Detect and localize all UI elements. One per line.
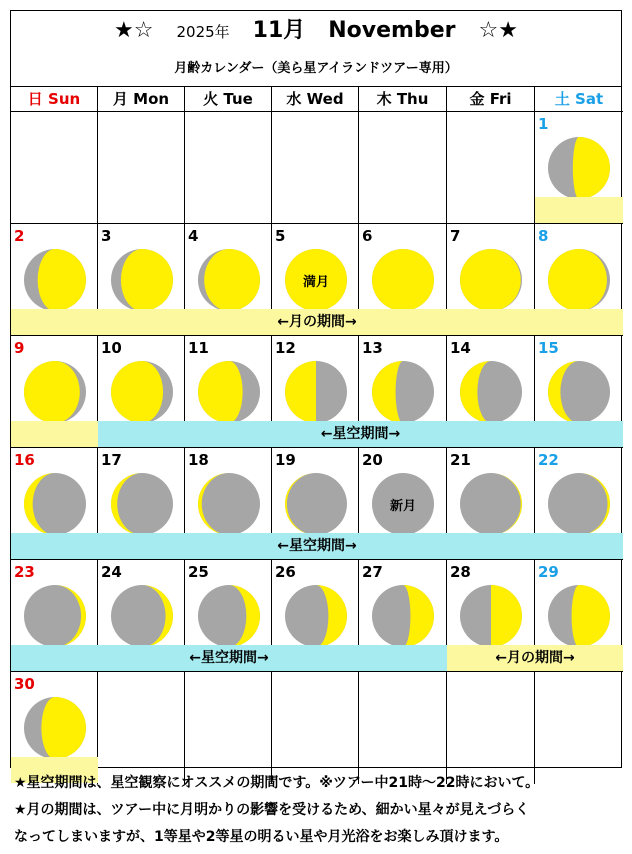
day-number: 25	[188, 563, 209, 581]
moon-phase-icon	[284, 584, 348, 652]
moon-phase-icon	[23, 248, 87, 316]
day-number: 20	[362, 451, 383, 469]
moon-phase-icon	[23, 472, 87, 540]
title-star-left: ★☆	[114, 18, 154, 43]
day-cell	[98, 112, 185, 224]
moon-phase-icon	[459, 584, 523, 652]
day-number: 11	[188, 339, 209, 357]
day-cell	[11, 112, 98, 224]
day-number: 3	[101, 227, 112, 245]
moon-phase-label: 満月	[302, 275, 329, 290]
weekday-2: 火 Tue	[185, 87, 272, 112]
moon-phase-icon	[371, 360, 435, 428]
day-cell	[272, 672, 359, 784]
day-cell	[185, 112, 272, 224]
moon-phase-label: 新月	[389, 499, 416, 514]
day-cell	[447, 672, 535, 784]
moon-period-band	[11, 421, 98, 447]
day-number: 15	[538, 339, 559, 357]
moon-phase-icon	[284, 360, 348, 428]
day-number: 21	[450, 451, 471, 469]
star-period-band: ←星空期間→	[98, 421, 623, 447]
weekday-0: 日 Sun	[11, 87, 98, 112]
day-number: 12	[275, 339, 296, 357]
day-cell	[535, 672, 623, 784]
moon-period-band: ←月の期間→	[11, 309, 623, 335]
day-cell	[359, 672, 447, 784]
day-number: 8	[538, 227, 549, 245]
moon-phase-icon	[23, 584, 87, 652]
weekday-3: 水 Wed	[272, 87, 359, 112]
weekday-1: 月 Mon	[98, 87, 185, 112]
moon-phase-icon	[110, 584, 174, 652]
moon-phase-icon	[110, 360, 174, 428]
moon-phase-icon	[547, 360, 611, 428]
note-line-1: ★星空期間は、星空観察にオススメの期間です。※ツアー中21時～22時において。	[14, 775, 540, 791]
day-cell	[359, 112, 447, 224]
moon-phase-icon	[23, 696, 87, 764]
moon-period-band	[535, 197, 623, 223]
day-number: 16	[14, 451, 35, 469]
day-cell	[447, 112, 535, 224]
day-number: 9	[14, 339, 25, 357]
moon-phase-icon	[110, 248, 174, 316]
moon-phase-icon	[284, 472, 348, 540]
day-number: 18	[188, 451, 209, 469]
day-number: 14	[450, 339, 471, 357]
notes	[14, 770, 624, 851]
star-period-band: ←星空期間→	[11, 533, 623, 559]
moon-phase-icon	[284, 248, 348, 316]
day-number: 24	[101, 563, 122, 581]
moon-phase-icon	[197, 472, 261, 540]
day-number: 1	[538, 115, 549, 133]
moon-phase-icon	[547, 584, 611, 652]
weekday-4: 木 Thu	[359, 87, 447, 112]
calendar-frame	[10, 10, 622, 768]
moon-phase-icon	[371, 584, 435, 652]
moon-phase-icon	[371, 248, 435, 316]
day-number: 7	[450, 227, 461, 245]
title-month-en: November	[328, 18, 456, 43]
day-number: 6	[362, 227, 373, 245]
day-number: 5	[275, 227, 286, 245]
day-number: 4	[188, 227, 199, 245]
day-number: 22	[538, 451, 559, 469]
day-number: 23	[14, 563, 35, 581]
page-title	[11, 11, 621, 51]
day-number: 19	[275, 451, 296, 469]
title-month: 11月	[252, 18, 306, 43]
day-number: 28	[450, 563, 471, 581]
moon-phase-icon	[371, 472, 435, 540]
moon-phase-icon	[197, 584, 261, 652]
moon-phase-icon	[197, 360, 261, 428]
title-star-right: ☆★	[478, 18, 518, 43]
star-period-band: ←星空期間→	[11, 645, 447, 671]
moon-phase-icon	[197, 248, 261, 316]
day-cell	[272, 112, 359, 224]
note-line-3: なってしまいますが、1等星や2等星の明るい星や月光浴をお楽しみ頂けます。	[14, 829, 509, 845]
day-number: 26	[275, 563, 296, 581]
note-line-2: ★月の期間は、ツアー中に月明かりの影響を受けるため、細かい星々が見えづらく	[14, 802, 530, 818]
moon-phase-icon	[110, 472, 174, 540]
weekday-5: 金 Fri	[447, 87, 535, 112]
weekday-6: 土 Sat	[535, 87, 623, 112]
day-number: 27	[362, 563, 383, 581]
day-number: 29	[538, 563, 559, 581]
day-number: 2	[14, 227, 25, 245]
moon-phase-icon	[547, 472, 611, 540]
page-subtitle: 月齢カレンダー（美ら星アイランドツアー専用）	[11, 51, 621, 87]
moon-phase-icon	[23, 360, 87, 428]
moon-phase-icon	[459, 360, 523, 428]
moon-phase-icon	[459, 248, 523, 316]
day-number: 13	[362, 339, 383, 357]
day-number: 30	[14, 675, 35, 693]
day-cell	[185, 672, 272, 784]
moon-period-band: ←月の期間→	[447, 645, 623, 671]
moon-phase-icon	[459, 472, 523, 540]
day-number: 10	[101, 339, 122, 357]
moon-phase-icon	[547, 136, 611, 204]
day-cell	[98, 672, 185, 784]
day-number: 17	[101, 451, 122, 469]
title-year: 2025年	[176, 23, 230, 41]
moon-phase-icon	[547, 248, 611, 316]
